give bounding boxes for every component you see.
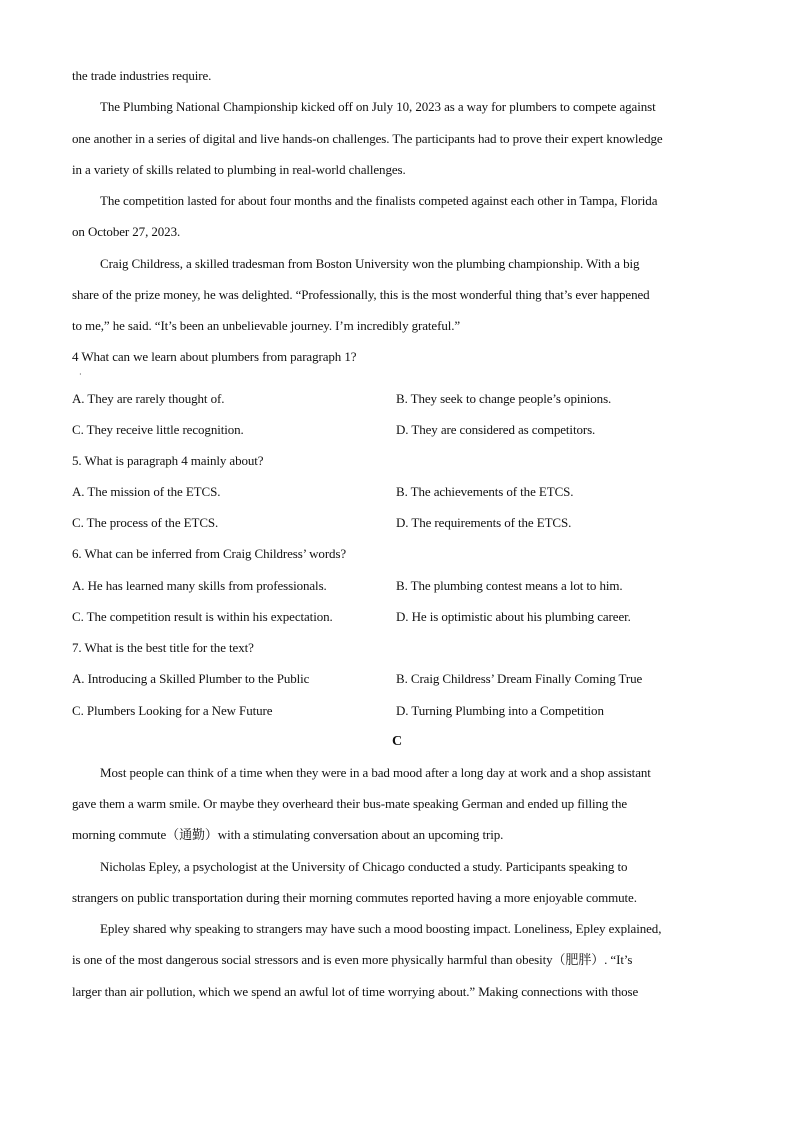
passage-c-line: is one of the most dangerous social stressors and is even more physically harmful than obesity（肥胖）. “It’s	[72, 952, 633, 967]
passage-c-line: Epley shared why speaking to strangers may have such a mood boosting impact. Loneliness, Epley explained,	[100, 921, 662, 936]
option-c: C. They receive little recognition.	[72, 422, 244, 437]
option-d: D. They are considered as competitors.	[396, 422, 596, 437]
passage-b-line: one another in a series of digital and live hands-on challenges. The participants had to prove their expert knowledge	[72, 131, 663, 146]
passage-c-line: strangers on public transportation during their morning commutes reported having a more enjoyable commute.	[72, 890, 637, 905]
option-b: B. The plumbing contest means a lot to him.	[396, 578, 623, 593]
passage-c-line: Most people can think of a time when they were in a bad mood after a long day at work and a shop assistant	[100, 765, 651, 780]
option-d: D. He is optimistic about his plumbing career.	[396, 609, 631, 624]
option-c: C. The competition result is within his expectation.	[72, 609, 333, 624]
stray-dot-mark: ·	[79, 370, 82, 379]
option-a: A. The mission of the ETCS.	[72, 484, 221, 499]
passage-b-line: share of the prize money, he was delighted. “Professionally, this is the most wonderful thing that’s ever happened	[72, 287, 650, 302]
option-d: D. Turning Plumbing into a Competition	[396, 703, 604, 718]
option-b: B. Craig Childress’ Dream Finally Coming True	[396, 671, 643, 686]
option-a: A. He has learned many skills from professionals.	[72, 578, 327, 593]
option-b: B. They seek to change people’s opinions.	[396, 391, 612, 406]
section-heading: C	[391, 734, 402, 749]
question-stem: 4 What can we learn about plumbers from paragraph 1?	[72, 349, 357, 364]
passage-c-line: gave them a warm smile. Or maybe they overheard their bus-mate speaking German and ended up filling the	[72, 796, 628, 811]
option-a: A. They are rarely thought of.	[72, 391, 225, 406]
option-c: C. The process of the ETCS.	[72, 515, 219, 530]
passage-b-line: the trade industries require.	[72, 68, 212, 83]
option-a: A. Introducing a Skilled Plumber to the Public	[72, 671, 310, 686]
passage-c-line: larger than air pollution, which we spend an awful lot of time worrying about.” Making connections with those	[72, 984, 639, 999]
question-stem: 7. What is the best title for the text?	[72, 640, 254, 655]
passage-b-line: to me,” he said. “It’s been an unbelievable journey. I’m incredibly grateful.”	[72, 318, 461, 333]
passage-b-line: Craig Childress, a skilled tradesman from Boston University won the plumbing championship. With a big	[100, 256, 640, 271]
passage-b-line: The competition lasted for about four months and the finalists competed against each other in Tampa, Florida	[100, 193, 658, 208]
question-stem: 5. What is paragraph 4 mainly about?	[72, 453, 264, 468]
passage-c-line: morning commute（通勤）with a stimulating conversation about an upcoming trip.	[72, 827, 504, 842]
option-d: D. The requirements of the ETCS.	[396, 515, 572, 530]
passage-b-line: The Plumbing National Championship kicked off on July 10, 2023 as a way for plumbers to compete against	[100, 99, 656, 114]
passage-c-line: Nicholas Epley, a psychologist at the University of Chicago conducted a study. Participants speaking to	[100, 859, 628, 874]
passage-b-line: in a variety of skills related to plumbing in real-world challenges.	[72, 162, 406, 177]
passage-b-line: on October 27, 2023.	[72, 224, 181, 239]
option-c: C. Plumbers Looking for a New Future	[72, 703, 273, 718]
question-stem: 6. What can be inferred from Craig Childress’ words?	[72, 546, 347, 561]
option-b: B. The achievements of the ETCS.	[396, 484, 574, 499]
